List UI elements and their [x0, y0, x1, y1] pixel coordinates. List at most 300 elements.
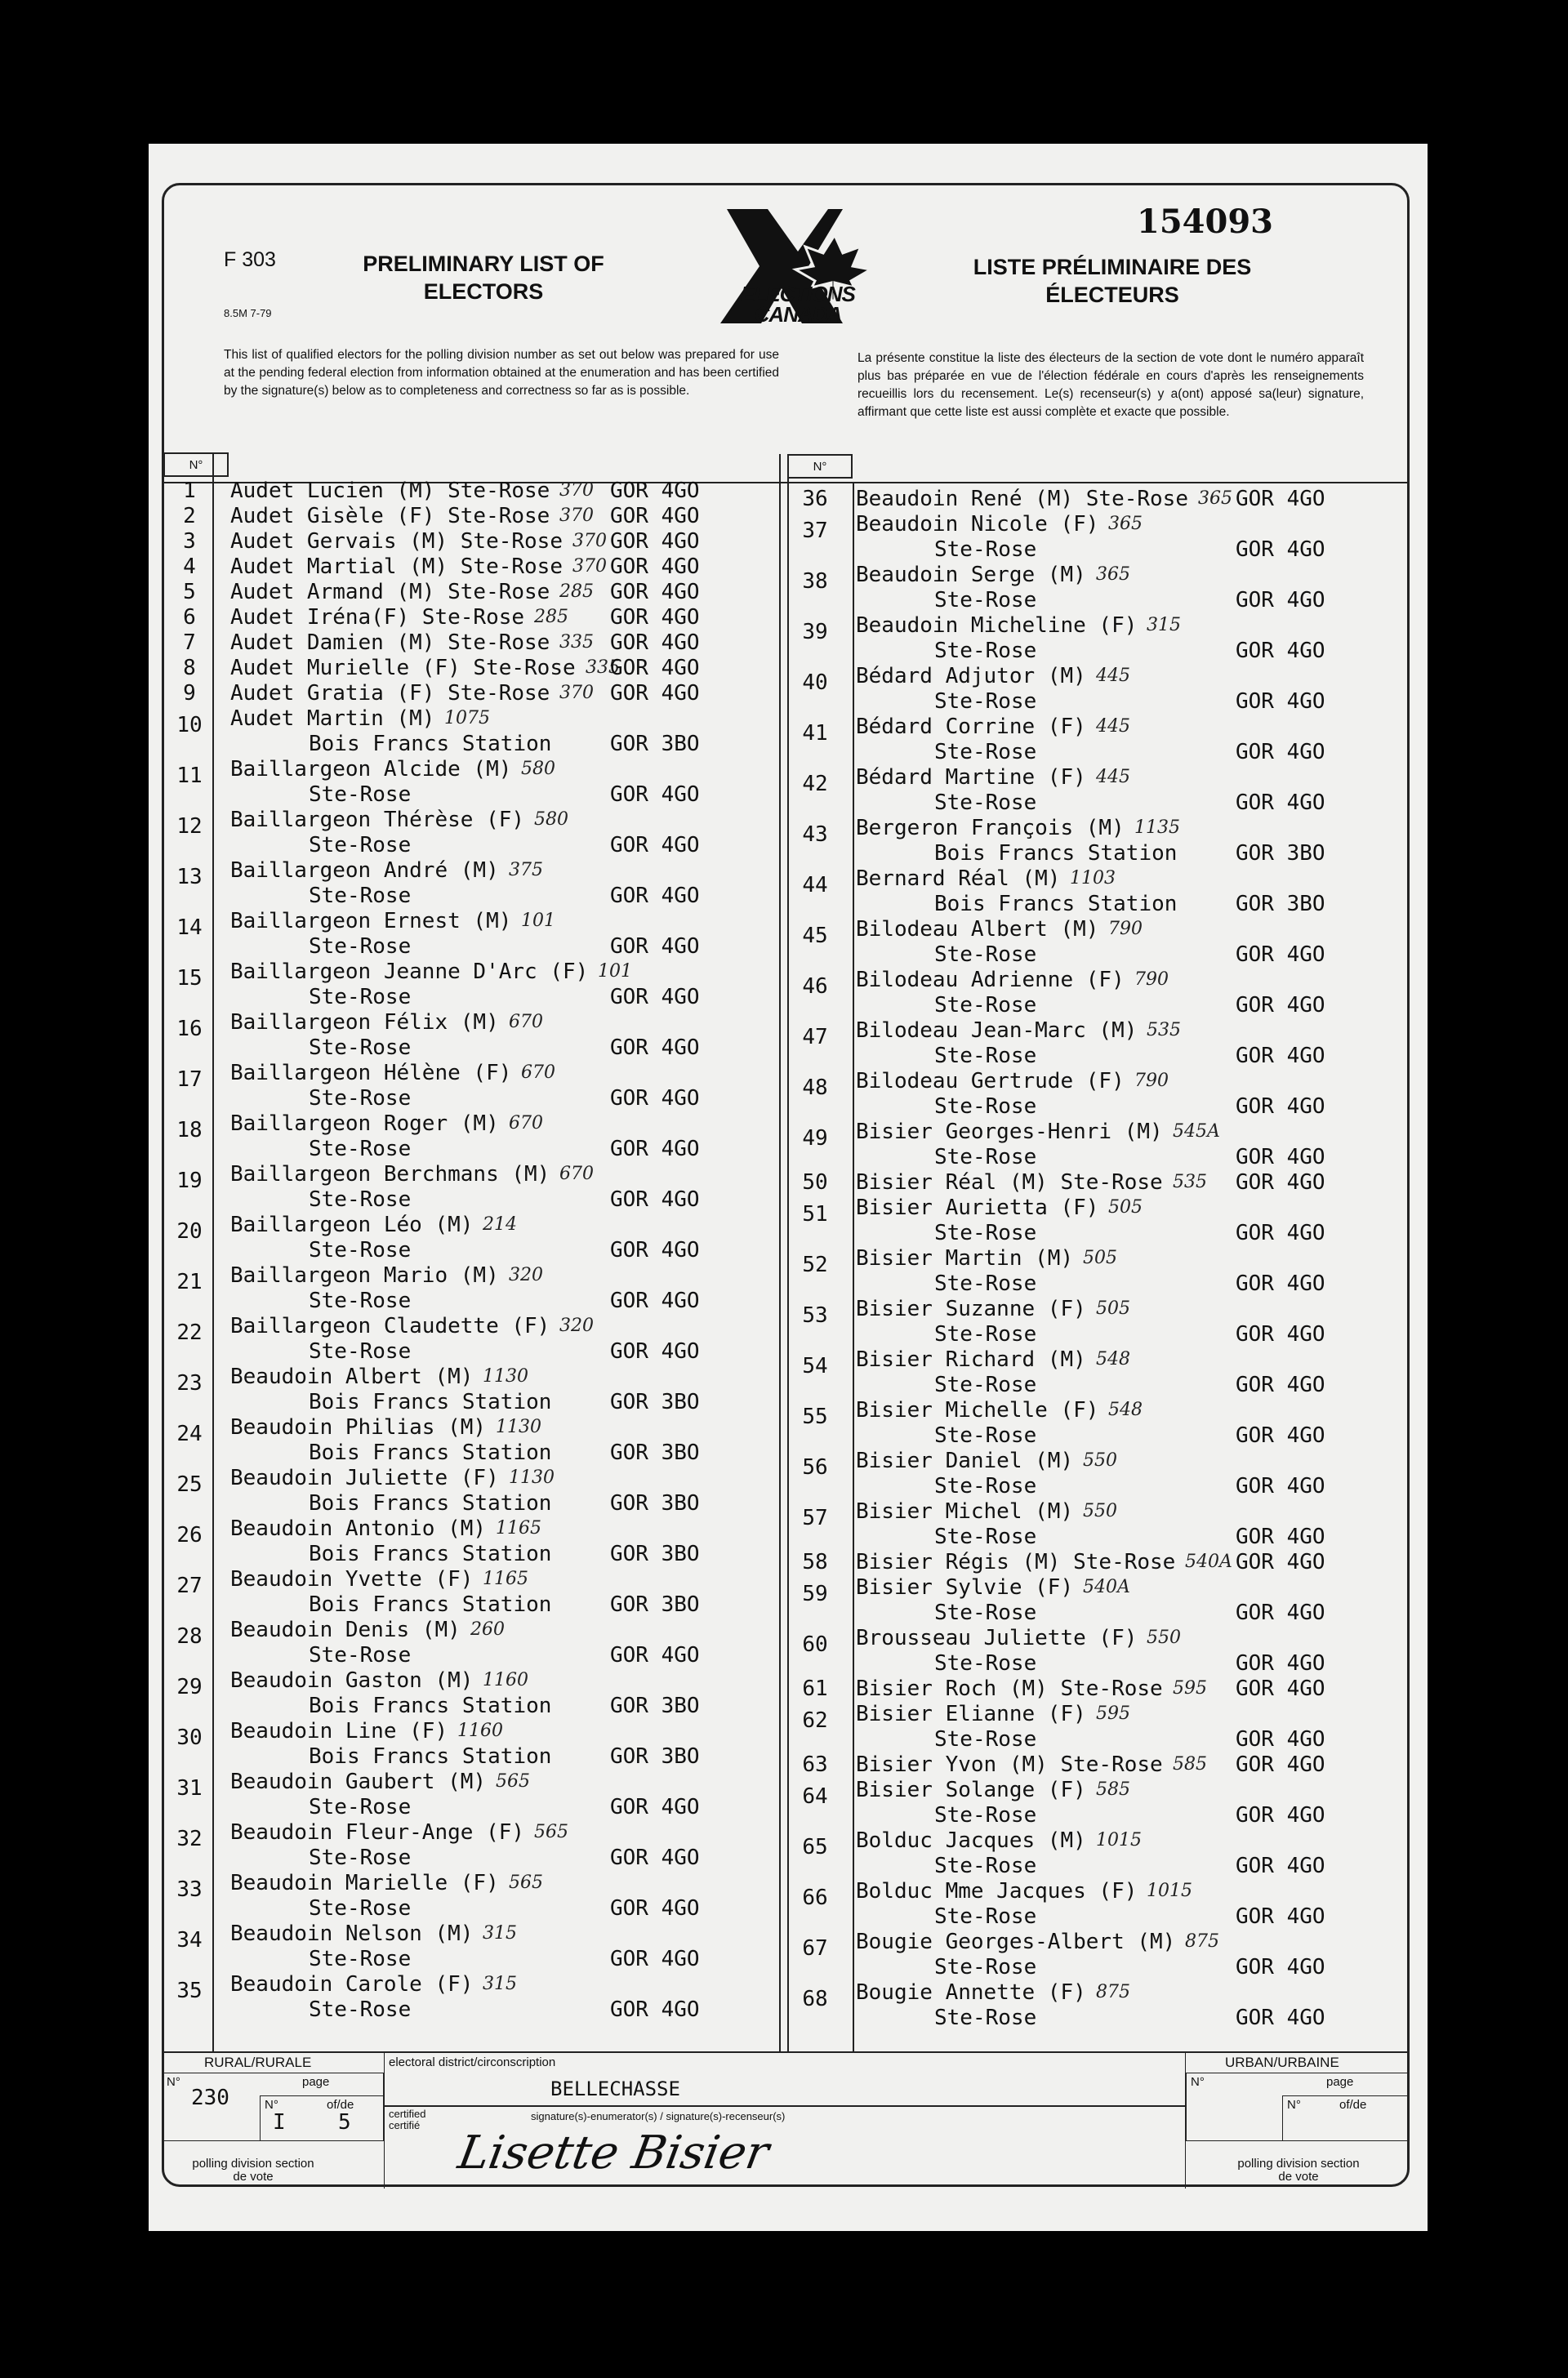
intro-french: La présente constitue la liste des électeurs de la section de vote dont le numéro apparaît plus bas préparée en vue de l'élection fédérale en cours d'après les renseignements recueillis lors du recensement. Le(s) recenseur(s) y a(ont) apposé sa(leur) signature, affirmant que cette liste est aussi complète et exacte que possible.: [858, 351, 1364, 419]
postal-code: GOR 4GO: [610, 1947, 700, 1971]
postal-code: GOR 4GO: [610, 529, 700, 554]
postal-code: GOR 3BO: [610, 1441, 700, 1465]
postal-code: GOR 4GO: [1236, 1677, 1325, 1701]
postal-code: GOR 3BO: [610, 1542, 700, 1566]
footer: [163, 2051, 1410, 2189]
elector-name: Beaudoin Carole (F): [230, 1972, 474, 1997]
intro-english: This list of qualified electors for the polling division number as set out below was prepared for use at the pending federal election from information obtained at the enumeration and has been certified by the signature(s) below as to completeness and correctness so far as is possible.: [224, 348, 779, 398]
postal-code: GOR 4GO: [1236, 1651, 1325, 1676]
handwritten-civic-number: 565: [534, 1822, 568, 1842]
postal-code: GOR 4GO: [610, 605, 700, 630]
elector-address: Ste-Rose: [934, 1474, 1037, 1498]
handwritten-civic-number: 565: [509, 1873, 543, 1893]
handwritten-civic-number: 550: [1083, 1450, 1117, 1471]
postal-code: GOR 4GO: [1236, 588, 1325, 612]
elector-address: Bois Francs Station: [309, 1542, 552, 1566]
elector-number: 64: [802, 1784, 828, 1809]
postal-code: GOR 4GO: [610, 656, 700, 680]
handwritten-civic-number: 585: [1096, 1779, 1130, 1800]
elector-name: Audet Gervais (M) Ste-Rose: [230, 529, 563, 554]
handwritten-civic-number: 315: [1147, 615, 1181, 635]
elector-name: Bisier Richard (M): [856, 1347, 1086, 1372]
elector-number: 62: [802, 1708, 828, 1733]
handwritten-civic-number: 550: [1083, 1501, 1117, 1521]
elector-number: 47: [802, 1025, 828, 1049]
postal-code: GOR 4GO: [1236, 1752, 1325, 1777]
elector-number: 4: [183, 554, 196, 579]
elector-number: 13: [176, 865, 203, 889]
postal-code: GOR 4GO: [610, 580, 700, 604]
elector-address: Bois Francs Station: [309, 1592, 552, 1617]
handwritten-civic-number: 365: [1108, 514, 1143, 534]
elector-number: 37: [802, 519, 828, 543]
elector-name: Beaudoin Philias (M): [230, 1415, 487, 1440]
elector-number: 18: [176, 1118, 203, 1142]
elector-name: Bisier Daniel (M): [856, 1449, 1074, 1473]
poll-no-label: N°: [167, 2075, 180, 2089]
elector-number: 58: [802, 1550, 828, 1574]
elector-name: Beaudoin Gaston (M): [230, 1668, 474, 1693]
handwritten-civic-number: 445: [1096, 666, 1130, 686]
handwritten-civic-number: 580: [534, 809, 568, 830]
elector-address: Ste-Rose: [934, 1373, 1037, 1397]
elector-address: Ste-Rose: [309, 1035, 412, 1060]
postal-code: GOR 4GO: [1236, 993, 1325, 1018]
handwritten-civic-number: 214: [483, 1214, 517, 1235]
handwritten-civic-number: 1015: [1147, 1881, 1192, 1901]
postal-code: GOR 4GO: [1236, 1854, 1325, 1878]
postal-code: GOR 4GO: [610, 504, 700, 528]
elector-address: Ste-Rose: [934, 1423, 1037, 1448]
elector-name: Bisier Elianne (F): [856, 1702, 1086, 1726]
center-divider-2: [787, 454, 789, 2051]
urban-of-label: of/de: [1339, 2098, 1367, 2112]
elector-number: 26: [176, 1523, 203, 1547]
handwritten-civic-number: 545A: [1173, 1121, 1220, 1142]
elector-name: Bisier Réal (M) Ste-Rose: [856, 1170, 1163, 1195]
handwritten-civic-number: 335: [559, 632, 594, 652]
elector-number: 55: [802, 1405, 828, 1429]
postal-code: GOR 4GO: [610, 1846, 700, 1870]
page-total: 5: [338, 2110, 351, 2135]
elector-number: 3: [183, 529, 196, 554]
elector-address: Ste-Rose: [309, 1187, 412, 1212]
elector-number: 33: [176, 1877, 203, 1902]
number-header-left: N°: [163, 452, 229, 477]
elector-name: Bisier Georges-Henri (M): [856, 1120, 1163, 1144]
elector-name: Audet Gisèle (F) Ste-Rose: [230, 504, 550, 528]
elector-name: Beaudoin Marielle (F): [230, 1871, 499, 1895]
handwritten-civic-number: 260: [470, 1619, 505, 1640]
elector-name: Audet Martial (M) Ste-Rose: [230, 554, 563, 579]
elector-address: Ste-Rose: [309, 884, 412, 908]
center-divider: [779, 454, 781, 2051]
elector-number: 17: [176, 1067, 203, 1092]
elector-address: Ste-Rose: [934, 588, 1037, 612]
elector-number: 6: [183, 605, 196, 630]
page-number: I: [273, 2110, 286, 2135]
handwritten-civic-number: 670: [521, 1062, 555, 1083]
elector-address: Ste-Rose: [309, 1086, 412, 1111]
urban-no-label: N°: [1191, 2075, 1205, 2089]
elector-name: Bisier Sylvie (F): [856, 1575, 1074, 1600]
postal-code: GOR 4GO: [1236, 487, 1325, 511]
elector-name: Bolduc Mme Jacques (F): [856, 1879, 1138, 1904]
elector-name: Bergeron François (M): [856, 816, 1125, 840]
elector-name: Baillargeon Félix (M): [230, 1010, 499, 1035]
elector-number: 45: [802, 924, 828, 948]
elector-number: 46: [802, 974, 828, 999]
elector-address: Ste-Rose: [934, 1727, 1037, 1752]
elector-address: Bois Francs Station: [934, 841, 1178, 866]
elector-address: Ste-Rose: [309, 1896, 412, 1921]
handwritten-civic-number: 535: [1147, 1020, 1181, 1040]
handwritten-civic-number: 370: [572, 531, 607, 551]
postal-code: GOR 4GO: [610, 782, 700, 807]
elector-number: 27: [176, 1574, 203, 1598]
handwritten-civic-number: 285: [559, 581, 594, 602]
certified-label: certified certifié: [389, 2108, 426, 2131]
elector-address: Bois Francs Station: [309, 1390, 552, 1414]
elector-number: 63: [802, 1752, 828, 1777]
elector-number: 52: [802, 1253, 828, 1277]
elector-number: 2: [183, 504, 196, 528]
elector-address: Ste-Rose: [934, 537, 1037, 562]
elector-number: 65: [802, 1835, 828, 1859]
elector-name: Audet Armand (M) Ste-Rose: [230, 580, 550, 604]
elector-number: 8: [183, 656, 196, 680]
handwritten-civic-number: 585: [1173, 1754, 1207, 1775]
handwritten-civic-number: 790: [1134, 1071, 1169, 1091]
number-header-right: N°: [787, 454, 853, 479]
elector-number: 57: [802, 1506, 828, 1530]
elector-name: Baillargeon Claudette (F): [230, 1314, 550, 1338]
elector-address: Ste-Rose: [309, 782, 412, 807]
handwritten-civic-number: 101: [521, 911, 555, 931]
elector-name: Bougie Georges-Albert (M): [856, 1930, 1176, 1954]
elector-address: Ste-Rose: [934, 993, 1037, 1018]
elector-address: Ste-Rose: [309, 934, 412, 959]
elector-name: Bédard Martine (F): [856, 765, 1086, 790]
postal-code: GOR 4GO: [1236, 1271, 1325, 1296]
elector-number: 67: [802, 1936, 828, 1961]
elector-name: Beaudoin Antonio (M): [230, 1516, 487, 1541]
elector-address: Ste-Rose: [934, 790, 1037, 815]
handwritten-civic-number: 540A: [1083, 1577, 1130, 1597]
handwritten-civic-number: 548: [1108, 1400, 1143, 1420]
postal-code: GOR 4GO: [1236, 1221, 1325, 1245]
handwritten-civic-number: 1165: [496, 1518, 541, 1539]
elector-address: Ste-Rose: [934, 1145, 1037, 1169]
handwritten-civic-number: 445: [1096, 716, 1130, 737]
urban-page-label: page: [1326, 2075, 1354, 2089]
elector-number: 31: [176, 1776, 203, 1801]
elector-address: Ste-Rose: [934, 740, 1037, 764]
handwritten-civic-number: 1130: [496, 1417, 541, 1437]
elector-number: 23: [176, 1371, 203, 1396]
handwritten-civic-number: 670: [509, 1113, 543, 1133]
elector-address: Ste-Rose: [309, 985, 412, 1009]
elector-address: Ste-Rose: [934, 1955, 1037, 1979]
elector-address: Bois Francs Station: [934, 892, 1178, 916]
handwritten-civic-number: 370: [559, 505, 594, 526]
elector-name: Bisier Régis (M) Ste-Rose: [856, 1550, 1176, 1574]
elector-number: 25: [176, 1472, 203, 1497]
elector-number: 1: [183, 479, 196, 503]
postal-code: GOR 4GO: [1236, 790, 1325, 815]
elector-name: Baillargeon Ernest (M): [230, 909, 512, 933]
poll-number: 230: [191, 2086, 229, 2110]
elector-number: 48: [802, 1075, 828, 1100]
handwritten-civic-number: 670: [559, 1164, 594, 1184]
postal-code: GOR 4GO: [1236, 1322, 1325, 1347]
postal-code: GOR 4GO: [1236, 1727, 1325, 1752]
elector-number: 32: [176, 1827, 203, 1851]
handwritten-civic-number: 1130: [483, 1366, 528, 1387]
elector-name: Bisier Michelle (F): [856, 1398, 1099, 1423]
elector-name: Baillargeon Hélène (F): [230, 1061, 512, 1085]
elector-name: Beaudoin Serge (M): [856, 563, 1086, 587]
postal-code: GOR 4GO: [610, 1339, 700, 1364]
elector-address: Ste-Rose: [934, 1601, 1037, 1625]
elector-number: 54: [802, 1354, 828, 1378]
postal-code: GOR 4GO: [1236, 1601, 1325, 1625]
elector-address: Ste-Rose: [934, 942, 1037, 967]
elector-name: Audet Martin (M): [230, 706, 435, 731]
rural-label: RURAL/RURALE: [204, 2055, 312, 2070]
handwritten-civic-number: 315: [483, 1974, 517, 1994]
elector-name: Bilodeau Albert (M): [856, 917, 1099, 942]
postal-code: GOR 3BO: [610, 1592, 700, 1617]
handwritten-civic-number: 790: [1108, 919, 1143, 939]
handwritten-civic-number: 540A: [1185, 1552, 1232, 1572]
elector-name: Beaudoin Denis (M): [230, 1618, 461, 1642]
postal-code: GOR 3BO: [610, 1694, 700, 1718]
handwritten-civic-number: 320: [559, 1316, 594, 1336]
elector-number: 29: [176, 1675, 203, 1699]
elector-name: Bisier Solange (F): [856, 1778, 1086, 1802]
poll-division-label-left: polling division section de vote: [192, 2157, 314, 2184]
print-code: 8.5M 7-79: [224, 307, 272, 319]
elector-address: Ste-Rose: [309, 1238, 412, 1262]
elector-number: 42: [802, 772, 828, 796]
handwritten-civic-number: 375: [509, 860, 543, 880]
postal-code: GOR 4GO: [1236, 1170, 1325, 1195]
elector-address: Bois Francs Station: [309, 1744, 552, 1769]
elector-name: Audet Lucien (M) Ste-Rose: [230, 479, 550, 503]
elector-number: 40: [802, 670, 828, 695]
elector-name: Bisier Yvon (M) Ste-Rose: [856, 1752, 1163, 1777]
elector-name: Beaudoin Gaubert (M): [230, 1770, 487, 1794]
elector-number: 21: [176, 1270, 203, 1294]
elector-address: Ste-Rose: [934, 1904, 1037, 1929]
postal-code: GOR 4GO: [610, 934, 700, 959]
elector-number: 16: [176, 1017, 203, 1041]
postal-code: GOR 4GO: [1236, 1423, 1325, 1448]
postal-code: GOR 4GO: [610, 884, 700, 908]
handwritten-civic-number: 875: [1185, 1931, 1219, 1952]
postal-code: GOR 3BO: [610, 1491, 700, 1516]
handwritten-civic-number: 550: [1147, 1628, 1181, 1648]
postal-code: GOR 4GO: [610, 1137, 700, 1161]
elector-name: Bisier Martin (M): [856, 1246, 1074, 1271]
elector-address: Ste-Rose: [309, 1795, 412, 1819]
elector-name: Bilodeau Adrienne (F): [856, 968, 1125, 992]
elector-number: 68: [802, 1987, 828, 2011]
handwritten-civic-number: 285: [534, 607, 568, 627]
elector-name: Brousseau Juliette (F): [856, 1626, 1138, 1650]
elector-name: Baillargeon Roger (M): [230, 1111, 499, 1136]
postal-code: GOR 4GO: [610, 554, 700, 579]
postal-code: GOR 4GO: [610, 833, 700, 857]
handwritten-civic-number: 790: [1134, 969, 1169, 990]
urban-page-no-label: N°: [1287, 2098, 1301, 2112]
handwritten-civic-number: 1165: [483, 1569, 528, 1589]
elector-name: Beaudoin Line (F): [230, 1719, 448, 1743]
handwritten-civic-number: 1015: [1096, 1830, 1142, 1850]
elector-name: Bédard Adjutor (M): [856, 664, 1086, 688]
elector-number: 7: [183, 630, 196, 655]
elector-number: 44: [802, 873, 828, 897]
postal-code: GOR 4GO: [1236, 1904, 1325, 1929]
elector-address: Ste-Rose: [934, 1271, 1037, 1296]
postal-code: GOR 4GO: [1236, 537, 1325, 562]
postal-code: GOR 4GO: [1236, 1550, 1325, 1574]
postal-code: GOR 4GO: [610, 479, 700, 503]
handwritten-civic-number: 535: [1173, 1172, 1207, 1192]
elector-address: Ste-Rose: [934, 2006, 1037, 2030]
elector-name: Audet Iréna(F) Ste-Rose: [230, 605, 525, 630]
form-number: F 303: [224, 248, 276, 271]
elector-address: Ste-Rose: [934, 1525, 1037, 1549]
handwritten-civic-number: 101: [598, 961, 632, 982]
postal-code: GOR 3BO: [610, 1390, 700, 1414]
elector-address: Ste-Rose: [309, 1846, 412, 1870]
postal-code: GOR 4GO: [1236, 2006, 1325, 2030]
page-no-label: N°: [265, 2098, 278, 2112]
elector-address: Bois Francs Station: [309, 1694, 552, 1718]
elector-name: Beaudoin Juliette (F): [230, 1466, 499, 1490]
page-of-label: of/de: [327, 2098, 354, 2112]
postal-code: GOR 4GO: [1236, 639, 1325, 663]
elector-name: Beaudoin Nelson (M): [230, 1922, 474, 1946]
elector-address: Bois Francs Station: [309, 1441, 552, 1465]
elector-name: Audet Gratia (F) Ste-Rose: [230, 681, 550, 706]
elector-name: Bédard Corrine (F): [856, 715, 1086, 739]
elector-name: Baillargeon Thérèse (F): [230, 808, 525, 832]
elector-number: 51: [802, 1202, 828, 1227]
elector-number: 35: [176, 1979, 203, 2003]
postal-code: GOR 4GO: [1236, 1525, 1325, 1549]
elector-name: Audet Damien (M) Ste-Rose: [230, 630, 550, 655]
elector-number: 38: [802, 569, 828, 594]
elector-number: 34: [176, 1928, 203, 1953]
postal-code: GOR 4GO: [610, 1238, 700, 1262]
elector-name: Bisier Aurietta (F): [856, 1196, 1099, 1220]
postal-code: GOR 4GO: [1236, 1094, 1325, 1119]
elector-name: Baillargeon André (M): [230, 858, 499, 883]
postal-code: GOR 3BO: [1236, 892, 1325, 916]
page-label: page: [302, 2075, 330, 2089]
handwritten-civic-number: 595: [1096, 1703, 1130, 1724]
postal-code: GOR 4GO: [610, 1795, 700, 1819]
postal-code: GOR 4GO: [610, 1187, 700, 1212]
elector-number: 61: [802, 1677, 828, 1701]
postal-code: GOR 4GO: [1236, 689, 1325, 714]
handwritten-civic-number: 365: [1096, 564, 1130, 585]
elector-number: 9: [183, 681, 196, 706]
elector-number: 39: [802, 620, 828, 644]
elector-address: Ste-Rose: [309, 1997, 412, 2022]
elector-address: Ste-Rose: [309, 833, 412, 857]
handwritten-civic-number: 445: [1096, 767, 1130, 787]
postal-code: GOR 4GO: [610, 1997, 700, 2022]
handwritten-civic-number: 1160: [457, 1721, 503, 1741]
postal-code: GOR 3BO: [1236, 841, 1325, 866]
handwritten-civic-number: 505: [1083, 1248, 1117, 1268]
postal-code: GOR 4GO: [610, 1086, 700, 1111]
district-rule: [384, 2105, 1186, 2107]
elector-name: Bilodeau Gertrude (F): [856, 1069, 1125, 1093]
handwritten-civic-number: 370: [572, 556, 607, 577]
postal-code: GOR 4GO: [610, 985, 700, 1009]
district-name: BELLECHASSE: [550, 2077, 680, 2100]
postal-code: GOR 4GO: [1236, 1044, 1325, 1068]
handwritten-civic-number: 370: [559, 480, 594, 501]
elector-number: 66: [802, 1886, 828, 1910]
elector-address: Ste-Rose: [934, 1094, 1037, 1119]
elector-number: 36: [802, 487, 828, 511]
handwritten-civic-number: 1130: [509, 1467, 555, 1488]
elector-number: 14: [176, 915, 203, 940]
postal-code: GOR 3BO: [610, 1744, 700, 1769]
elector-number: 41: [802, 721, 828, 746]
elector-number: 5: [183, 580, 196, 604]
elector-name: Baillargeon Berchmans (M): [230, 1162, 550, 1187]
postal-code: GOR 4GO: [610, 1643, 700, 1668]
elector-number: 10: [176, 713, 203, 737]
elector-name: Bougie Annette (F): [856, 1980, 1086, 2005]
handwritten-civic-number: 505: [1096, 1298, 1130, 1319]
district-label: electoral district/circonscription: [389, 2055, 556, 2069]
handwritten-civic-number: 670: [509, 1012, 543, 1032]
postal-code: GOR 4GO: [610, 1289, 700, 1313]
postal-code: GOR 4GO: [610, 1896, 700, 1921]
elector-number: 15: [176, 966, 203, 991]
elector-address: Ste-Rose: [934, 639, 1037, 663]
elector-address: Ste-Rose: [309, 1947, 412, 1971]
handwritten-civic-number: 315: [483, 1923, 517, 1944]
elector-name: Bisier Roch (M) Ste-Rose: [856, 1677, 1163, 1701]
elector-number: 30: [176, 1726, 203, 1750]
handwritten-civic-number: 548: [1096, 1349, 1130, 1369]
elector-address: Ste-Rose: [309, 1643, 412, 1668]
elector-number: 20: [176, 1219, 203, 1244]
handwritten-civic-number: 595: [1173, 1678, 1207, 1699]
elector-name: Bernard Réal (M): [856, 866, 1061, 891]
urban-label: URBAN/URBAINE: [1225, 2055, 1339, 2070]
elector-number: 19: [176, 1169, 203, 1193]
logo-text: ELECTIONS CANADA: [741, 282, 855, 327]
elector-address: Ste-Rose: [934, 1221, 1037, 1245]
title-french: LISTE PRÉLIMINAIRE DES ÉLECTEURS: [973, 255, 1252, 307]
elector-address: Ste-Rose: [934, 1854, 1037, 1878]
elector-name: Beaudoin Fleur-Ange (F): [230, 1820, 525, 1845]
postal-code: GOR 4GO: [610, 681, 700, 706]
elector-number: 28: [176, 1624, 203, 1649]
elector-name: Beaudoin Yvette (F): [230, 1567, 474, 1592]
postal-code: GOR 4GO: [1236, 1145, 1325, 1169]
